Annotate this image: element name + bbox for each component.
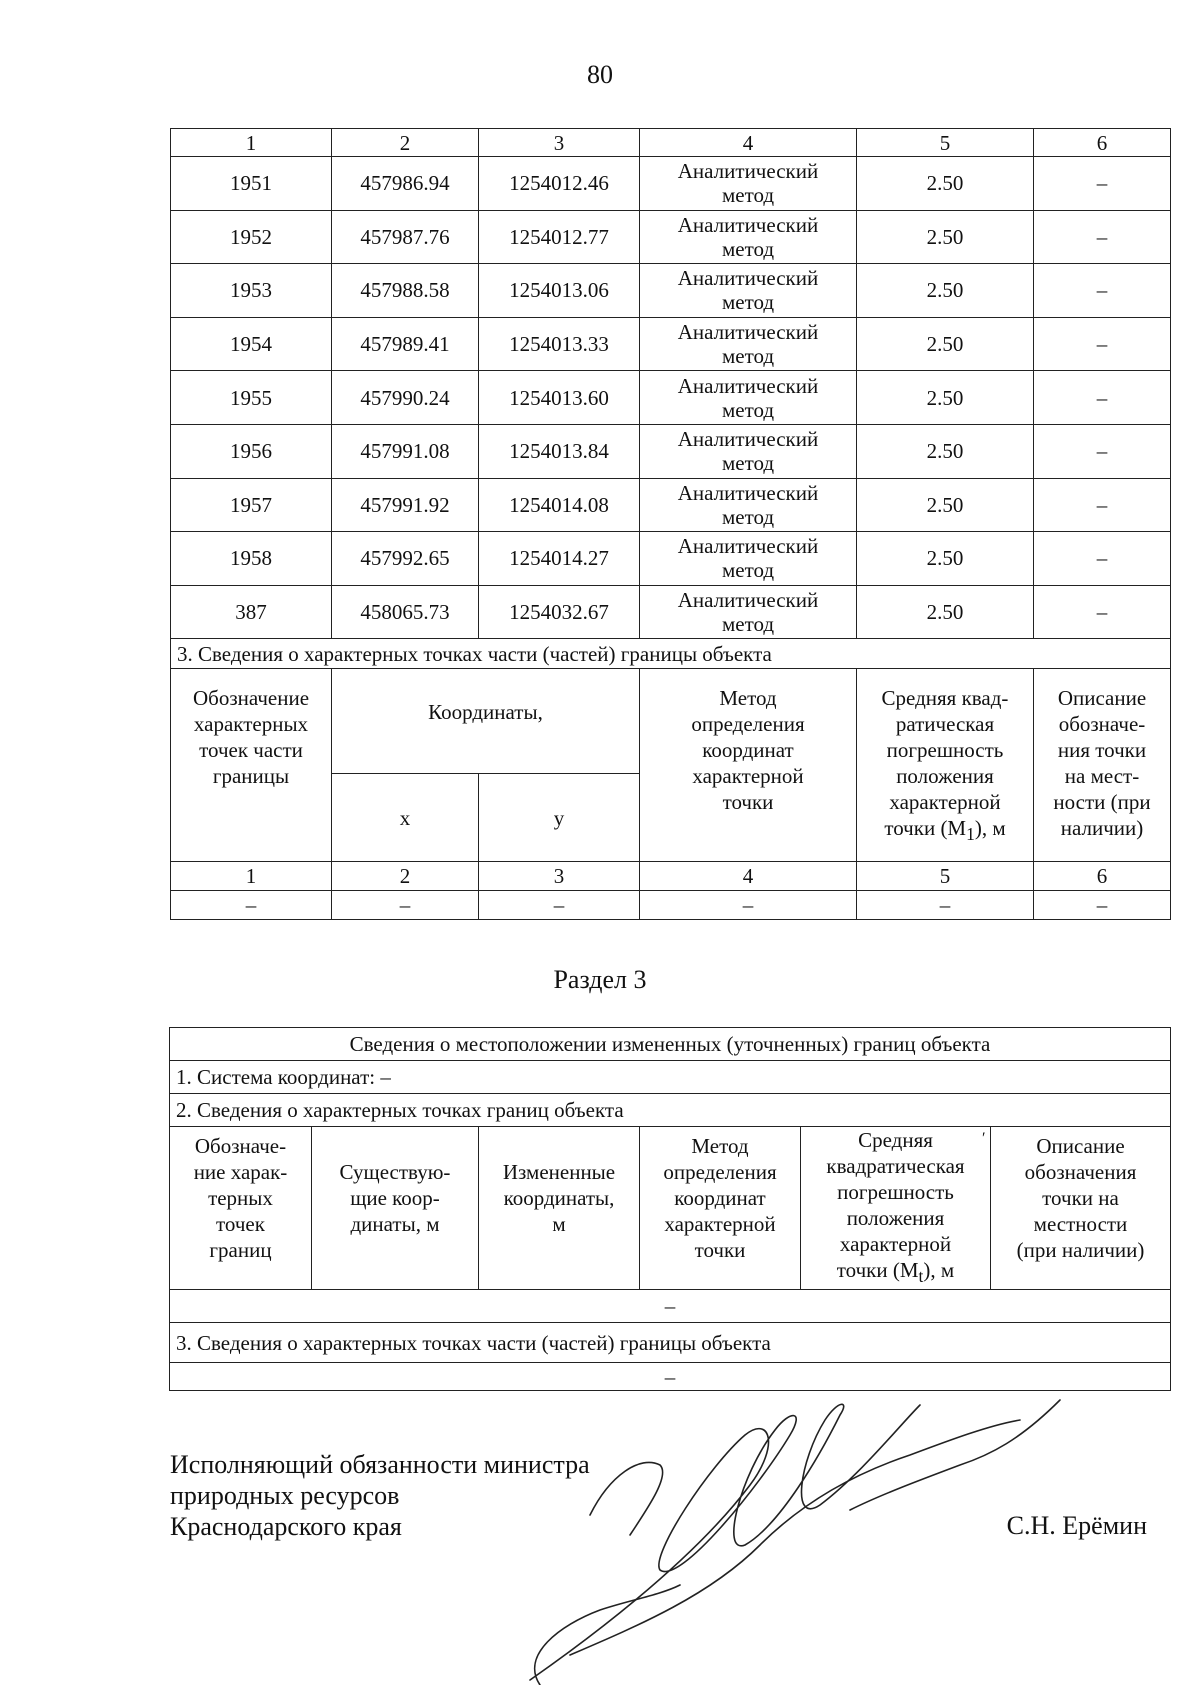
header-line: Измененные [502,1160,616,1184]
coord-x: 457986.94 [332,157,479,211]
header-line [803,1257,988,1289]
method-line: метод [721,236,775,261]
table-row [171,317,1171,371]
empty-cell: – [479,891,640,920]
signature-stroke [535,1585,680,1685]
error-value: 2.50 [857,157,1034,211]
method [640,424,857,478]
section3-title-row [170,1028,1171,1061]
column-number: 6 [1034,129,1171,157]
table-row [171,371,1171,425]
method-line: Аналитический [677,320,819,345]
method-line: Аналитический [677,159,819,184]
method [640,478,857,532]
point-id: 1953 [171,264,332,318]
error-value: 2.50 [857,478,1034,532]
description-header [991,1127,1171,1290]
part-column-number-row [171,862,1171,891]
empty-cell: – [332,891,479,920]
description-header [1034,669,1171,862]
point-id: 387 [171,585,332,639]
method [640,585,857,639]
method-line: метод [721,290,775,315]
header-line: точки [694,1238,746,1262]
header-line: точки на [1042,1186,1119,1210]
column-number: 4 [640,862,857,891]
method-line: Аналитический [677,427,819,452]
description: – [1034,157,1171,211]
coord-y: 1254013.06 [479,264,640,318]
part-header-row [171,669,1171,774]
points-table [170,128,1171,920]
coord-y: 1254013.84 [479,424,640,478]
header-line: местности [1033,1212,1128,1236]
coord-y: 1254014.08 [479,478,640,532]
description: – [1034,210,1171,264]
empty-cell: – [170,1290,1171,1323]
coord-x: 457991.08 [332,424,479,478]
column-number: 6 [1034,862,1171,891]
header-line: (при наличии) [1016,1238,1145,1262]
header-line: характерной [664,1212,776,1236]
method-line: метод [721,451,775,476]
column-number: 3 [479,129,640,157]
method [640,210,857,264]
header-line: щие коор- [350,1186,440,1210]
section-title: Раздел 3 [553,965,647,994]
header-line: Средняя [858,1128,933,1152]
header-line: характерной [692,764,804,789]
position-line: Исполняющий обязанности министра [170,1450,590,1479]
header-line: точек [216,1212,265,1236]
error-value: 2.50 [857,317,1034,371]
error-value: 2.50 [857,424,1034,478]
empty-cell: – [1034,891,1171,920]
header-line: ности (при [1053,790,1151,815]
method-line: метод [721,558,775,583]
table-row [171,210,1171,264]
error-value: 2.50 [857,210,1034,264]
point-id: 1951 [171,157,332,211]
header-line: точки [722,790,774,815]
method [640,264,857,318]
page-number: 80 [587,60,613,89]
header-line: определения [663,1160,777,1184]
coord-x: 457992.65 [332,532,479,586]
part-heading: 3. Сведения о характерных точках части (частей) границы объекта [171,639,1171,669]
coord-x: 458065.73 [332,585,479,639]
header-line: ратическая [895,712,995,737]
header-line: Обозначение [192,686,310,711]
empty-cell: – [857,891,1034,920]
header-line: погрешность [837,1180,954,1204]
table-row [171,157,1171,211]
header-line: терных [208,1186,273,1210]
designation-header [171,669,332,862]
header-line: Средняя квад- [881,686,1009,711]
signature-stroke [530,1404,920,1680]
error-value: 2.50 [857,532,1034,586]
signature-stroke [590,1462,663,1535]
handwritten-signature [520,1395,1080,1685]
header-text: ), м [974,816,1006,841]
y-header: y [479,774,640,862]
point-id: 1954 [171,317,332,371]
empty-cell: – [170,1363,1171,1391]
description: – [1034,585,1171,639]
point-id: 1957 [171,478,332,532]
table-row [171,478,1171,532]
description: – [1034,264,1171,318]
table-row [171,424,1171,478]
description: – [1034,532,1171,586]
coord-x: 457989.41 [332,317,479,371]
method-line: метод [721,183,775,208]
section3-part-heading-row [170,1323,1171,1363]
method [640,371,857,425]
position-line: природных ресурсов [170,1481,400,1510]
method-line: метод [721,612,775,637]
header-line: точек части [199,738,303,763]
scan-mark: ′ [982,1130,986,1147]
table-row [171,264,1171,318]
method-line: Аналитический [677,266,819,291]
header-line: Существую- [339,1160,451,1184]
header-line: м [552,1212,566,1236]
point-id: 1956 [171,424,332,478]
header-line: квадратическая [826,1154,965,1178]
column-number-row [171,129,1171,157]
coord-y: 1254013.60 [479,371,640,425]
coord-x: 457988.58 [332,264,479,318]
method-line: Аналитический [677,480,819,505]
coord-x: 457991.92 [332,478,479,532]
coord-y: 1254012.46 [479,157,640,211]
header-text: точки (M [884,816,967,841]
point-id: 1958 [171,532,332,586]
subscript: 1 [966,824,975,845]
coord-y: 1254013.33 [479,317,640,371]
header-text: точки (M [836,1258,919,1282]
existing-coords-header [312,1127,479,1290]
header-line: Метод [719,686,777,711]
method [640,317,857,371]
header-line: характерных [193,712,309,737]
coord-x: 457990.24 [332,371,479,425]
method-line: метод [721,397,775,422]
header-line: характерной [839,1232,952,1256]
header-line: Описание [1057,686,1147,711]
method-line: Аналитический [677,588,819,613]
method-line: Аналитический [677,534,819,559]
method-line: метод [721,504,775,529]
header-line: положения [896,764,994,789]
header-line: границ [209,1238,272,1262]
header-line: ние харак- [193,1160,288,1184]
method-header [640,1127,801,1290]
column-number: 2 [332,862,479,891]
position-line: Краснодарского края [170,1512,402,1541]
header-line: границы [212,764,290,789]
header-line: координат [702,738,794,763]
signatory-name: С.Н. Ерёмин [1006,1511,1147,1540]
designation-header [170,1127,312,1290]
header-line [859,815,1031,847]
description: – [1034,478,1171,532]
column-number: 1 [171,129,332,157]
signature-stroke [570,1420,1020,1655]
points-empty-row [170,1290,1171,1323]
empty-cell: – [640,891,857,920]
changed-coords-header [479,1127,640,1290]
method-line: Аналитический [677,212,819,237]
points-heading-row [170,1094,1171,1127]
header-line: координаты, [503,1186,615,1210]
coord-system-row [170,1061,1171,1094]
error-value: 2.50 [857,264,1034,318]
header-text: ), м [923,1258,955,1282]
header-line: координат [674,1186,766,1210]
section3-part-empty-row [170,1363,1171,1391]
signature-stroke [850,1400,1060,1510]
error-value: 2.50 [857,371,1034,425]
points-heading: 2. Сведения о характерных точках границ объекта [170,1094,1171,1127]
header-line: Метод [691,1134,749,1158]
header-line: Описание [1036,1134,1125,1158]
coordinates-header: Координаты, [332,669,640,774]
coord-y: 1254014.27 [479,532,640,586]
description: – [1034,424,1171,478]
empty-cell: – [171,891,332,920]
header-line: ния точки [1057,738,1147,763]
table-row [171,585,1171,639]
table-row [171,532,1171,586]
coord-y: 1254032.67 [479,585,640,639]
column-number: 4 [640,129,857,157]
part-empty-row [171,891,1171,920]
coord-x: 457987.76 [332,210,479,264]
header-line: на мест- [1064,764,1140,789]
column-number: 5 [857,129,1034,157]
header-line: наличии) [1060,816,1144,841]
error-value: 2.50 [857,585,1034,639]
point-id: 1955 [171,371,332,425]
section3-header-row [170,1127,1171,1290]
coord-y: 1254012.77 [479,210,640,264]
x-header: x [332,774,479,862]
section3-title: Сведения о местоположении измененных (уточненных) границ объекта [170,1028,1171,1061]
error-header [857,669,1034,862]
column-number: 5 [857,862,1034,891]
header-line: характерной [889,790,1001,815]
method-line: Аналитический [677,373,819,398]
header-line: Обозначе- [194,1134,287,1158]
section3-table [169,1027,1171,1391]
method [640,532,857,586]
header-line: обозначе- [1058,712,1146,737]
header-line: положения [846,1206,945,1230]
column-number: 1 [171,862,332,891]
part-heading: 3. Сведения о характерных точках части (частей) границы объекта [170,1323,1171,1363]
method-line: метод [721,344,775,369]
coord-system: 1. Система координат: – [170,1061,1171,1094]
column-number: 3 [479,862,640,891]
description: – [1034,317,1171,371]
point-id: 1952 [171,210,332,264]
method-header [640,669,857,862]
header-line: погрешность [886,738,1004,763]
subscript: t [918,1266,924,1287]
header-line: обозначения [1024,1160,1137,1184]
method [640,157,857,211]
header-line: динаты, м [350,1212,440,1236]
error-header [801,1127,991,1290]
header-line: определения [691,712,805,737]
part-heading-row [171,639,1171,669]
column-number: 2 [332,129,479,157]
description: – [1034,371,1171,425]
